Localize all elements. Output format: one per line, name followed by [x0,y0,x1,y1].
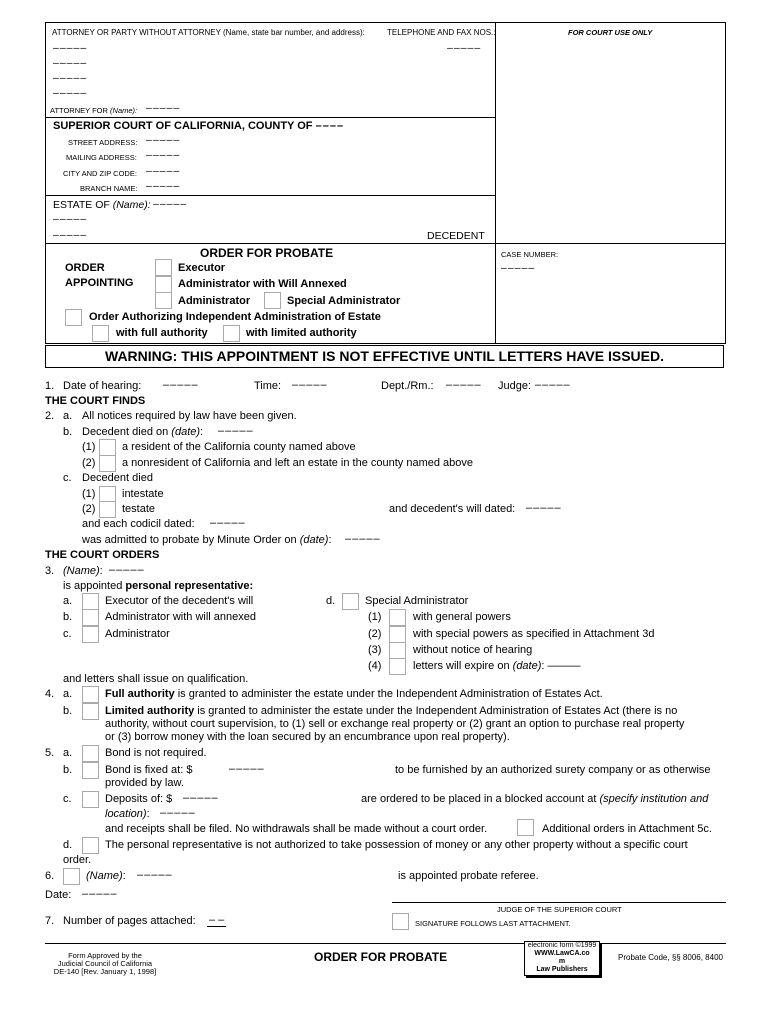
attorney-label: ATTORNEY OR PARTY WITHOUT ATTORNEY (Name, state bar number, and address): [52,28,365,37]
item3a-label: Executor of the decedent's will [105,595,254,607]
item2c2-num: (2) [82,503,96,515]
probate-code: Probate Code, §§ 8006, 8400 [618,953,723,962]
deposits-amount-field[interactable]: ––––– [183,792,219,804]
item4-num: 4. [45,688,55,700]
codicil-label: and each codicil dated: [82,518,195,530]
item7-num: 7. [45,915,55,927]
signature-follows-checkbox[interactable] [392,913,409,930]
attorney-address-field-3[interactable]: ––––– [53,87,88,99]
item4a-text: Full authority is granted to administer the estate under the Independent Administration of Estates Act. [105,688,603,700]
item2c-text: Decedent died [82,472,153,484]
item2b2-num: (2) [82,457,96,469]
item2-num: 2. [45,410,55,422]
full-authority-checkbox[interactable] [92,325,109,342]
item1-num: 1. [45,380,55,392]
nonresident-label: a nonresident of California and left an estate in the county named above [122,457,474,469]
item4b-letter: b. [63,705,73,717]
item3a-checkbox[interactable] [82,593,99,610]
item4b-line1: Limited authority is granted to administer the estate under the Independent Administration of Estates Act (there is no [105,705,678,717]
item3b-checkbox[interactable] [82,609,99,626]
form-approved-line3: DE-140 [Rev. January 1, 1998] [53,967,157,976]
item2c-letter: c. [63,472,72,484]
header-bottom-line [45,343,726,344]
attorney-for-field[interactable]: ––––– [146,102,181,114]
item2a-letter: a. [63,410,73,422]
mailing-address-field[interactable]: ––––– [146,149,181,161]
stamp-line3: m [558,958,566,965]
warning-text: WARNING: THIS APPOINTMENT IS NOT EFFECTIVE UNTIL LETTERS HAVE ISSUED. [105,348,664,364]
court-finds-heading: THE COURT FINDS [45,395,146,407]
judge-signature-label: JUDGE OF THE SUPERIOR COURT [497,905,622,914]
lawca-stamp [524,941,600,976]
street-address-field[interactable]: ––––– [146,134,181,146]
appointed-text: is appointed personal representative: [63,580,254,592]
stamp-line2: WWW.LawCA.co [534,950,590,957]
item3-num: 3. [45,565,55,577]
limited-authority-grant-checkbox[interactable] [82,703,99,720]
court-use-label: FOR COURT USE ONLY [568,28,653,37]
stamp-line1: electronic form ©1999 [527,942,597,949]
deposits-label: Deposits of: $ [105,793,173,805]
admin-will-label: Administrator with Will Annexed [178,278,347,290]
phone-field[interactable]: ––––– [447,42,482,54]
header-line-court [45,195,496,196]
estate-name-field[interactable]: ––––– [153,198,188,210]
receipts-text: and receipts shall be filed. No withdrawals shall be made without a court order. [105,823,488,835]
bond-surety-text: to be furnished by an authorized surety company or as otherwise [395,764,711,776]
item3d-label: Special Administrator [365,595,469,607]
pages-attached-label: Number of pages attached: [63,915,196,927]
full-authority-label: with full authority [116,327,208,339]
attorney-address-field-2[interactable]: ––––– [53,72,88,84]
court-orders-heading: THE COURT ORDERS [45,549,160,561]
attorney-name-field[interactable]: ––––– [53,42,88,54]
form-approved-line1: Form Approved by the [68,951,142,960]
administrator-checkbox[interactable] [155,292,172,309]
item5d-line1: The personal representative is not authorized to take possession of money or any other property without a specific court [105,839,688,851]
date-label: Date: [45,889,72,901]
header-right-line [725,22,726,344]
minute-order-field[interactable]: ––––– [345,533,381,545]
referee-name-field[interactable]: ––––– [137,869,173,881]
independent-checkbox[interactable] [65,309,82,326]
executor-checkbox[interactable] [155,259,172,276]
item5a-letter: a. [63,747,73,759]
dept-field[interactable]: ––––– [446,379,482,391]
letters-expire-label: letters will expire on (date): ——— [413,660,581,672]
item3d1-num: (1) [368,611,382,623]
item6-num: 6. [45,870,55,882]
resident-label: a resident of the California county named above [122,441,356,453]
letters-expire-checkbox[interactable] [389,658,406,675]
item2c1-num: (1) [82,488,96,500]
special-admin-checkbox[interactable] [264,292,281,309]
item3-name-label: (Name): [63,565,103,577]
bond-amount-field[interactable]: ––––– [229,763,265,775]
item4b-line3: or (3) borrow money with the loan secured by an encumbrance upon real property). [105,731,510,743]
signature-follows-label: SIGNATURE FOLLOWS LAST ATTACHMENT. [415,919,571,928]
header-line-attorney [45,117,496,118]
item5d-letter: d. [63,839,73,851]
header-top-line [45,22,726,23]
item6-checkbox[interactable] [63,868,80,885]
item3c-label: Administrator [105,628,170,640]
item3d4-num: (4) [368,660,382,672]
item5d-line2: order. [63,854,92,866]
city-zip-field[interactable]: ––––– [146,165,181,177]
header-left-line [45,22,46,344]
administrator-label: Administrator [178,295,251,307]
testate-label: testate [122,503,156,515]
special-powers-label: with special powers as specified in Attachment 3d [413,628,655,640]
pages-attached-field[interactable]: – – [209,914,225,926]
city-zip-label: CITY AND ZIP CODE: [63,169,137,178]
intestate-label: intestate [122,488,164,500]
stamp-line4: Law Publishers [536,966,588,973]
estate-name-field-2[interactable]: ––––– [53,213,88,225]
order-label: ORDER [65,262,105,274]
bond-not-required-label: Bond is not required. [105,747,207,759]
decedent-label: DECEDENT [427,230,485,242]
item3c-checkbox[interactable] [82,626,99,643]
dept-label: Dept./Rm.: [381,380,434,392]
bond-fixed-checkbox[interactable] [82,762,99,779]
without-notice-checkbox[interactable] [389,642,406,659]
attachment-5c-checkbox[interactable] [517,819,534,836]
case-number-field[interactable]: ––––– [501,262,536,274]
form-approved [45,952,165,976]
location-field[interactable]: ––––– [160,807,196,819]
limited-authority-checkbox[interactable] [223,325,240,342]
special-powers-checkbox[interactable] [389,626,406,643]
item3a-letter: a. [63,595,73,607]
full-authority-grant-checkbox[interactable] [82,686,99,703]
hearing-date-label: Date of hearing: [63,380,142,392]
item5c-letter: c. [63,793,72,805]
testate-checkbox[interactable] [99,501,116,518]
item5b-letter: b. [63,764,73,776]
item2b-letter: b. [63,426,73,438]
death-date-field[interactable]: ––––– [218,425,254,437]
branch-name-field[interactable]: ––––– [146,180,181,192]
item5-num: 5. [45,747,55,759]
will-dated-field[interactable]: ––––– [526,502,562,514]
judge-signature-line [392,902,726,903]
case-number-label: CASE NUMBER: [501,250,559,259]
limited-authority-label: with limited authority [246,327,357,339]
item4a-letter: a. [63,688,73,700]
item4b-line2: authority, without court supervision, to (1) sell or exchange real property or (2) grant an option to purchase real property [105,718,685,730]
nonresident-checkbox[interactable] [99,455,116,472]
header-line-estate [45,243,726,244]
judge-label: Judge: [498,380,532,392]
item3c-letter: c. [63,628,72,640]
order-title: ORDER FOR PROBATE [200,246,334,260]
item2b1-num: (1) [82,441,96,453]
footer-line [45,943,726,944]
date-field[interactable]: ––––– [82,888,118,900]
bond-not-required-checkbox[interactable] [82,745,99,762]
without-notice-label: without notice of hearing [413,644,533,656]
warning-banner [45,345,724,368]
attachment-5c-label: Additional orders in Attachment 5c. [542,823,712,835]
item5d-checkbox[interactable] [82,837,99,854]
general-powers-checkbox[interactable] [389,609,406,626]
item3b-letter: b. [63,611,73,623]
phone-label: TELEPHONE AND FAX NOS.: [387,28,496,37]
admin-will-checkbox[interactable] [155,276,172,293]
deposits-checkbox[interactable] [82,791,99,808]
estate-label: ESTATE OF (Name): [53,199,151,211]
probate-referee-text: is appointed probate referee. [398,870,539,882]
street-address-label: STREET ADDRESS: [68,138,138,147]
footer-title: ORDER FOR PROBATE [314,950,448,964]
item3d-checkbox[interactable] [342,593,359,610]
letters-issue-text: and letters shall issue on qualification. [63,673,249,685]
codicil-field[interactable]: ––––– [210,517,246,529]
item2b-text: Decedent died on (date): [82,426,204,438]
item3d-letter: d. [326,595,336,607]
location-label: location): [105,808,150,820]
bond-provided-text: provided by law. [105,777,184,789]
branch-name-label: BRANCH NAME: [80,184,138,193]
attorney-address-field-1[interactable]: ––––– [53,57,88,69]
mailing-address-label: MAILING ADDRESS: [66,153,137,162]
special-admin-label: Special Administrator [287,295,401,307]
blocked-account-text: are ordered to be placed in a blocked account at (specify institution and [361,793,709,805]
court-title: SUPERIOR COURT OF CALIFORNIA, COUNTY OF –––– [53,120,345,132]
appointing-label: APPOINTING [65,277,134,289]
general-powers-label: with general powers [413,611,511,623]
hearing-date-field[interactable]: ––––– [163,379,199,391]
judge-field[interactable]: ––––– [535,379,571,391]
attorney-for-label: ATTORNEY FOR (Name): [50,106,138,115]
form-approved-line2: Judicial Council of California [57,959,153,968]
item3d2-num: (2) [368,628,382,640]
item3b-label: Administrator with will annexed [105,611,257,623]
executor-label: Executor [178,262,226,274]
will-dated-label: and decedent's will dated: [389,503,516,515]
header-middle-line [495,22,496,344]
item3-name-field[interactable]: ––––– [109,564,145,576]
item2a-text: All notices required by law have been given. [82,410,297,422]
item3d3-num: (3) [368,644,382,656]
time-field[interactable]: ––––– [292,379,328,391]
item6-name-label: (Name): [86,870,126,882]
bond-fixed-label: Bond is fixed at: $ [105,764,193,776]
time-label: Time: [254,380,282,392]
resident-checkbox[interactable] [99,439,116,456]
independent-label: Order Authorizing Independent Administration of Estate [89,311,381,323]
minute-order-label: was admitted to probate by Minute Order on (date): [82,534,332,546]
estate-name-field-3[interactable]: ––––– [53,229,88,241]
